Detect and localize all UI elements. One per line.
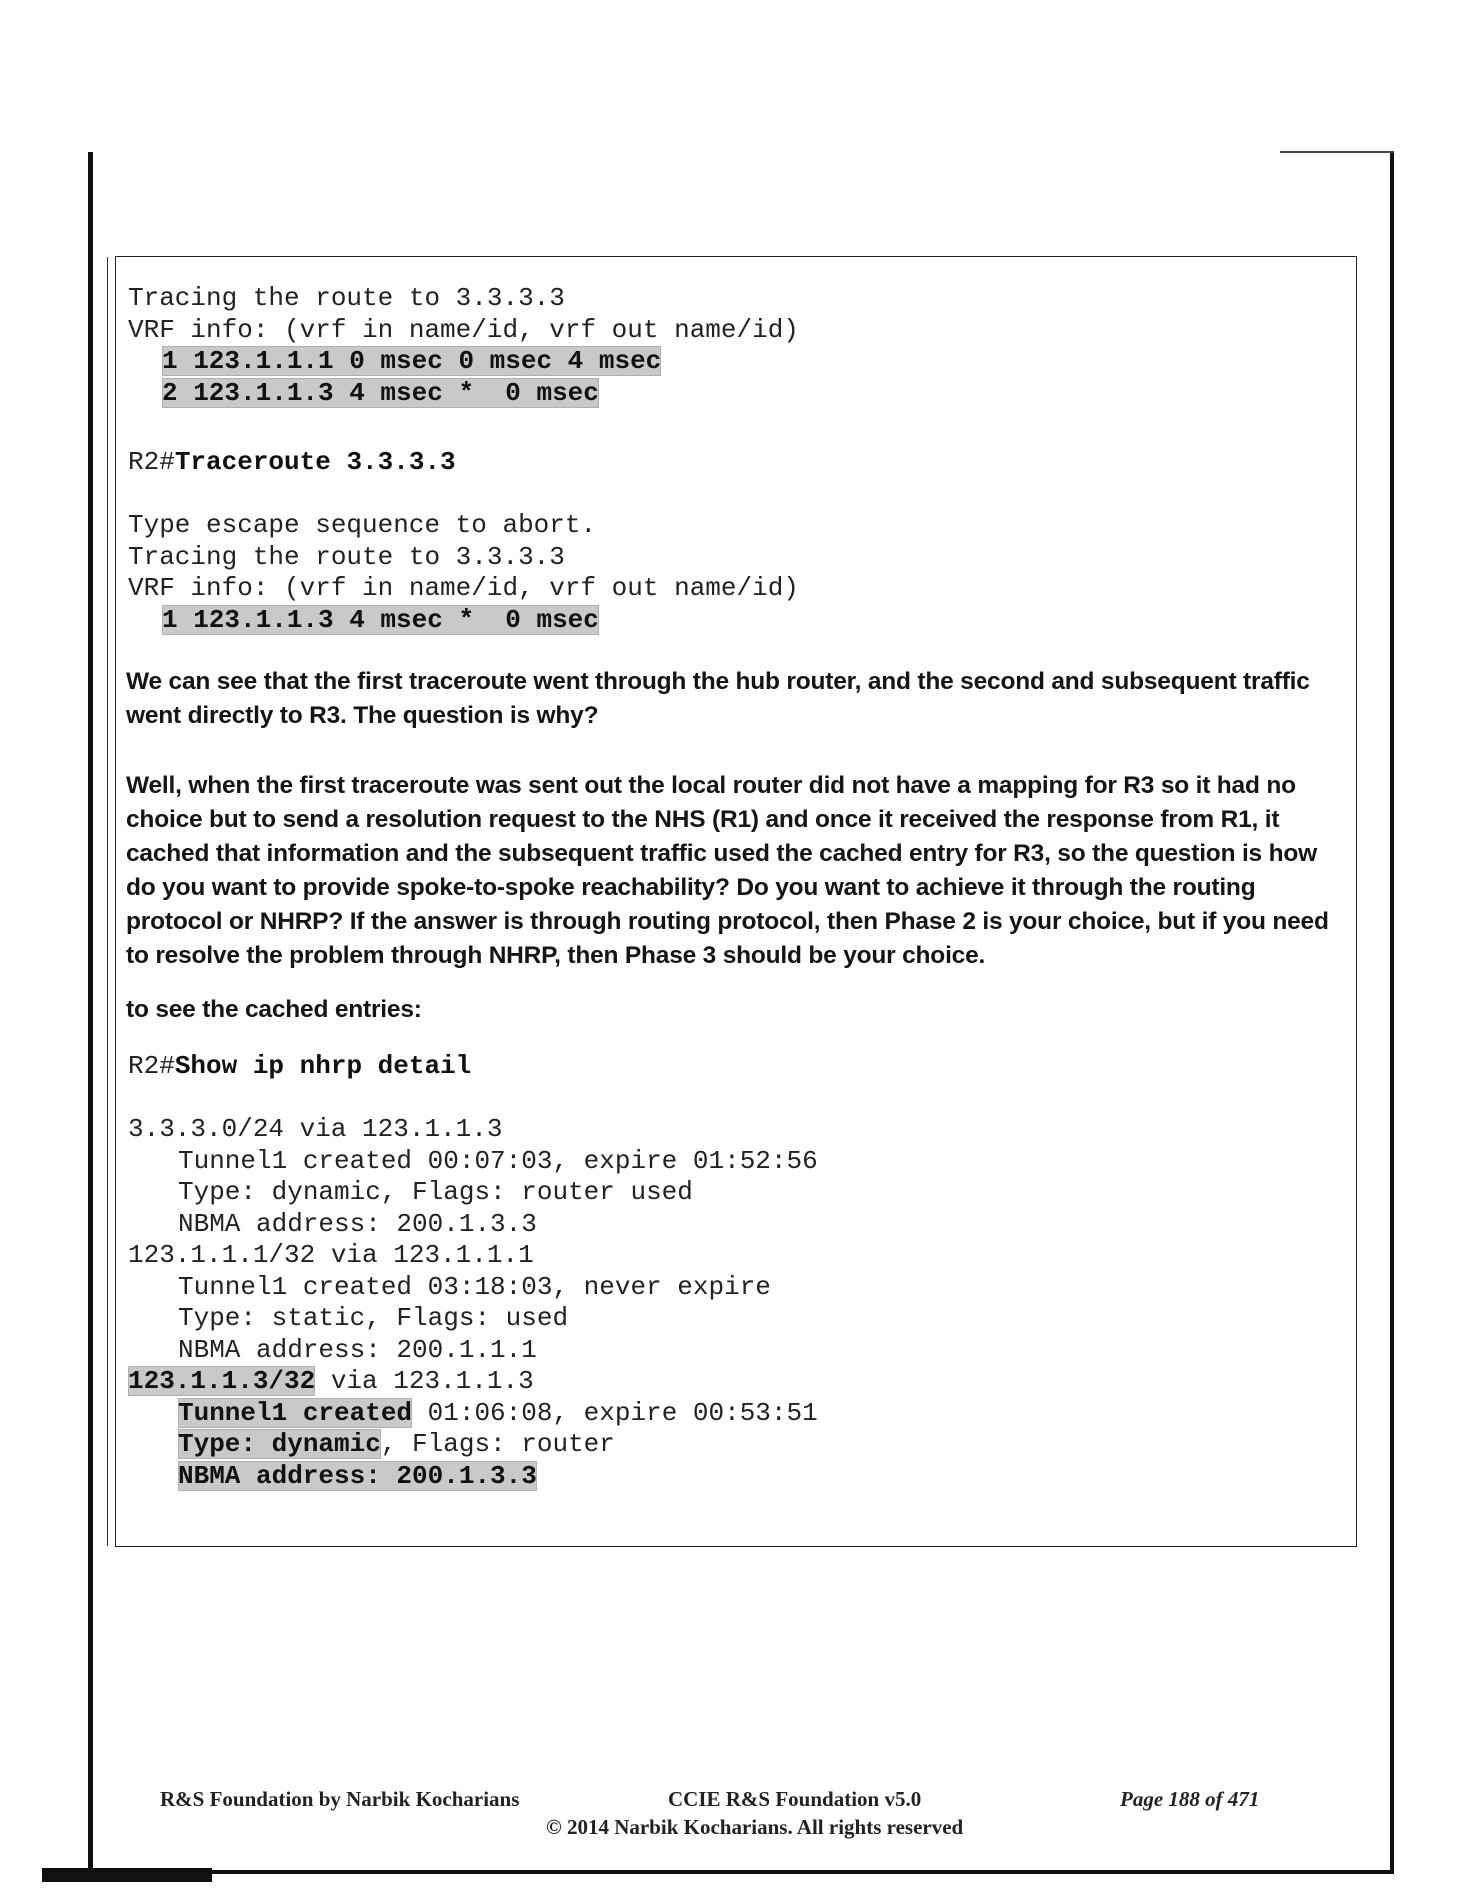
- footer-page-number: Page 188 of 471: [1120, 1787, 1260, 1811]
- cli-command: Traceroute 3.3.3.3: [174, 447, 456, 477]
- highlighted-nbma: NBMA address: 200.1.3.3: [178, 1460, 537, 1491]
- cli-command: Show ip nhrp detail: [174, 1051, 472, 1081]
- nhrp-entry-line: , Flags: router: [380, 1429, 615, 1459]
- highlighted-type: Type: dynamic: [178, 1429, 381, 1459]
- footer-copyright: © 2014 Narbik Kocharians. All rights reserved: [546, 1815, 964, 1839]
- nhrp-via: via 123.1.1.3: [315, 1366, 534, 1396]
- paragraph-cached-entries: to see the cached entries:: [126, 996, 422, 1023]
- cli-line: Tracing the route to 3.3.3.3: [128, 541, 565, 572]
- cli-line: Tracing the route to 3.3.3.3: [128, 283, 565, 313]
- footer-center: CCIE R&S Foundation v5.0: [668, 1787, 922, 1811]
- nhrp-entry-line: NBMA address: 200.1.3.3: [178, 1208, 537, 1239]
- nhrp-entry-head: 123.1.1.1/32 via 123.1.1.1: [128, 1240, 534, 1270]
- paragraph-observation: We can see that the first traceroute went through the hub router, and the second and subsequent traffic went directly to R3. The question is why?: [126, 668, 1310, 729]
- highlighted-hop: 1 123.1.1.1 0 msec 0 msec 4 msec: [162, 346, 662, 376]
- nhrp-entry-head: 3.3.3.0/24 via 123.1.1.3: [128, 1114, 503, 1144]
- highlighted-prefix: 123.1.1.3/32: [128, 1366, 316, 1396]
- command-line-1: [128, 447, 456, 479]
- cli-prompt: R2#: [128, 1051, 175, 1081]
- command-line-2: [128, 1051, 471, 1083]
- top-rule: [1280, 151, 1394, 153]
- page-footer: [0, 1787, 1483, 1847]
- paragraph-explanation: Well, when the first traceroute was sent out the local router did not have a mapping for R3 so it had no choice but to send a resolution request to the NHS (R1) and once it received the response from R1, it cached that information and the subsequent traffic used the cached entry for R3, so the question is how do you want to provide spoke-to-spoke reachability? Do you want to achieve it through the routing protocol or NHRP? If the answer is through routing protocol, then Phase 2 is your choice, but if you need to resolve the problem through NHRP, then Phase 3 should be your choice.: [126, 772, 1329, 969]
- content-box: [115, 256, 1357, 1547]
- highlighted-hop: 2 123.1.1.3 4 msec * 0 msec: [162, 377, 599, 408]
- nhrp-detail-output: [128, 1114, 818, 1492]
- cli-line: Type escape sequence to abort.: [128, 510, 597, 540]
- nhrp-entry-line: Tunnel1 created 00:07:03, expire 01:52:56: [178, 1145, 818, 1176]
- highlighted-hop: 1 123.1.1.3 4 msec * 0 msec: [162, 604, 599, 635]
- nhrp-entry-line: NBMA address: 200.1.1.1: [178, 1334, 537, 1365]
- traceroute-output-2: [128, 510, 799, 636]
- nhrp-entry-line: 01:06:08, expire 00:53:51: [412, 1397, 818, 1428]
- traceroute-output-1: [128, 283, 799, 409]
- cli-prompt: R2#: [128, 447, 175, 477]
- footer-left: R&S Foundation by Narbik Kocharians: [160, 1787, 520, 1811]
- nhrp-entry-line: Tunnel1 created 03:18:03, never expire: [178, 1271, 771, 1302]
- corner-bar: [42, 1868, 212, 1882]
- cli-line: VRF info: (vrf in name/id, vrf out name/id): [128, 573, 799, 603]
- nhrp-entry-line: Type: dynamic, Flags: router used: [178, 1177, 693, 1207]
- nhrp-entry-line: Type: static, Flags: used: [178, 1303, 569, 1333]
- cli-line: VRF info: (vrf in name/id, vrf out name/id): [128, 314, 799, 345]
- highlighted-tunnel: Tunnel1 created: [178, 1397, 413, 1428]
